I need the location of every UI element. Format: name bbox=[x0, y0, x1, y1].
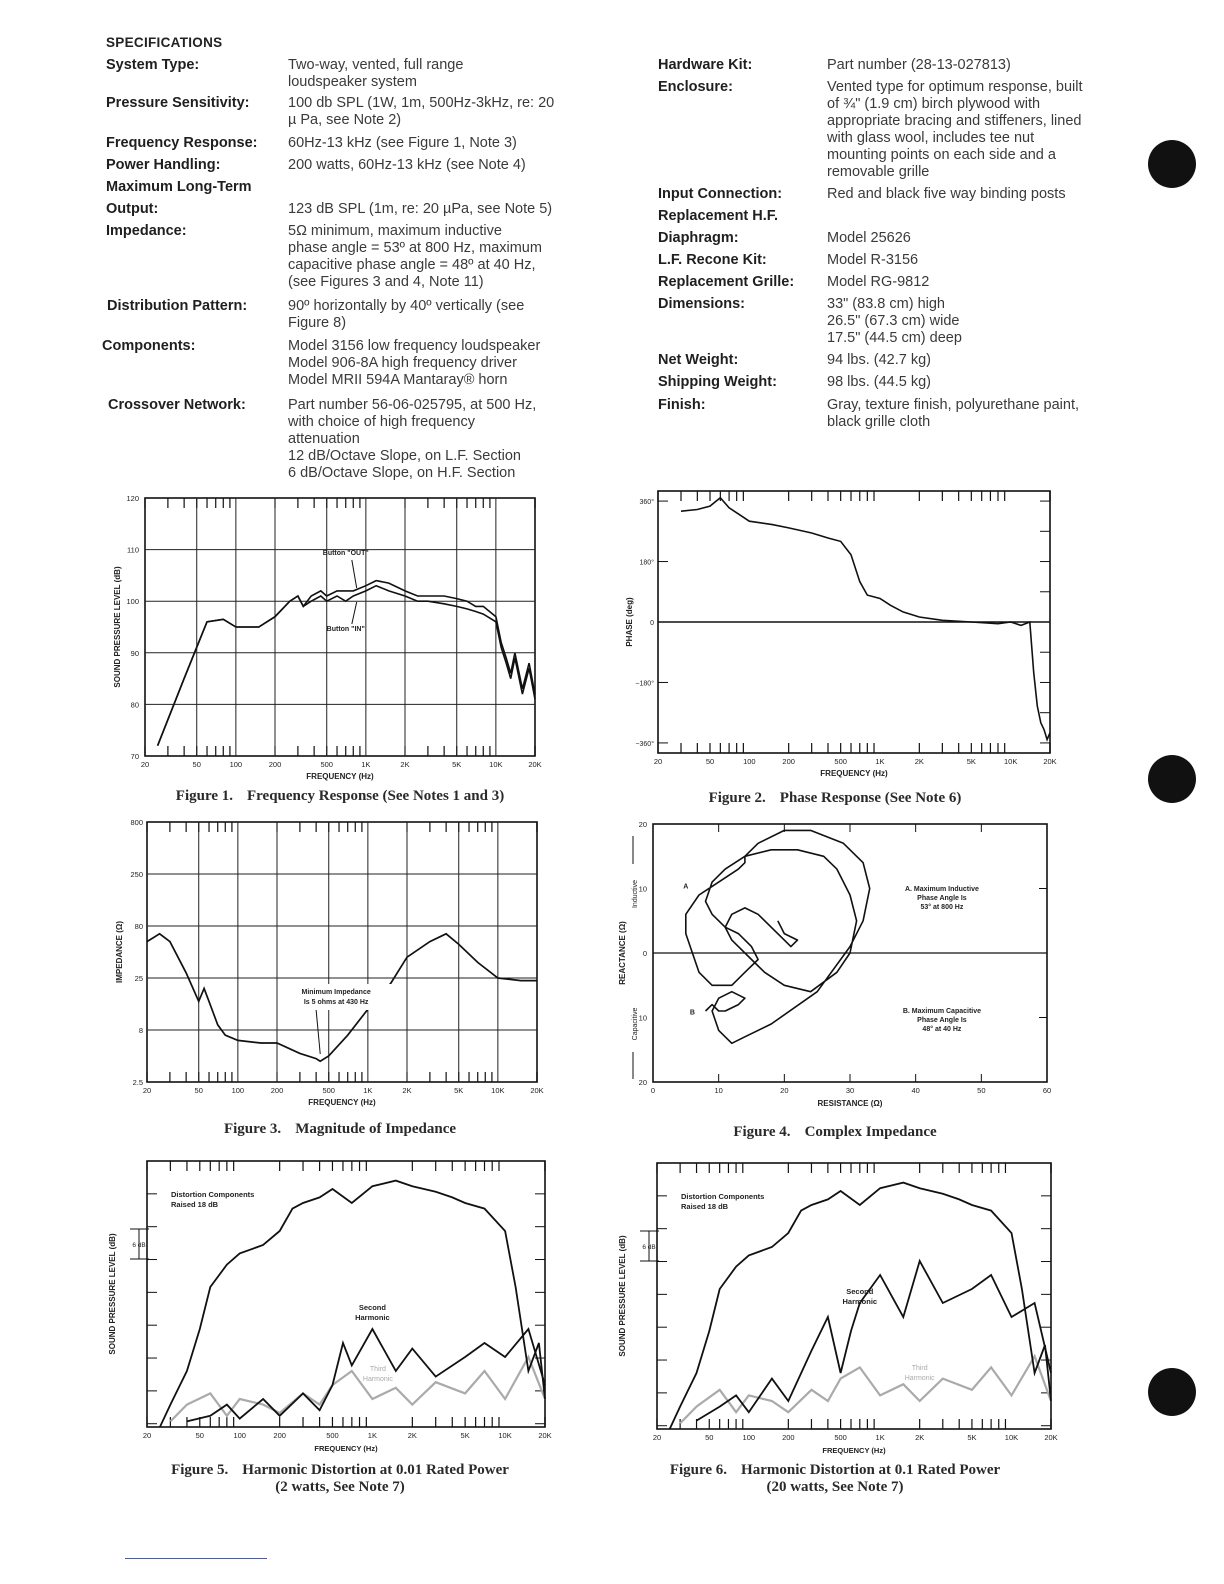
tick-label: 1K bbox=[363, 1086, 373, 1095]
spec-value bbox=[827, 374, 931, 391]
spec-value bbox=[288, 338, 540, 389]
tick-label: 100 bbox=[743, 757, 756, 766]
annotation-button-in: Button "IN" bbox=[326, 626, 365, 633]
tick-label: −360° bbox=[635, 740, 654, 748]
tick-label: 2.5 bbox=[132, 1078, 143, 1087]
fig2-chart bbox=[620, 488, 1060, 788]
annotation-arrow bbox=[352, 560, 357, 588]
spec-value bbox=[827, 57, 1011, 74]
spec-value-line: Model 25626 bbox=[827, 230, 911, 246]
annotation-b-line1: B. Maximum Capacitive bbox=[902, 1007, 982, 1015]
series-line-third-harmonic bbox=[170, 1357, 545, 1421]
annotation-button-out: Button "OUT" bbox=[322, 550, 369, 557]
spec-label: Replacement H.F. bbox=[658, 208, 779, 224]
annotation-b-line2: Phase Angle Is bbox=[917, 1017, 967, 1025]
footer-rule bbox=[125, 1558, 267, 1559]
tick-label: 500 bbox=[322, 1086, 335, 1095]
tick-label: 20K bbox=[528, 760, 542, 769]
figure-number: Figure 4. bbox=[733, 1124, 791, 1140]
tick-label: 100 bbox=[229, 760, 243, 769]
spec-value-line: Model RG-9812 bbox=[827, 274, 930, 290]
annotation-min-impedance-value: Is 5 ohms at 430 Hz bbox=[303, 999, 369, 1006]
tick-label: 20 bbox=[638, 1078, 647, 1087]
spec-value-line: 100 db SPL (1W, 1m, 500Hz-3kHz, re: 20 bbox=[288, 95, 555, 111]
tick-label: 5K bbox=[454, 1086, 464, 1095]
punch-hole bbox=[1148, 755, 1196, 803]
annotation-second-harmonic: Harmonic bbox=[355, 1313, 390, 1322]
series-line-third-harmonic bbox=[680, 1356, 1051, 1423]
tick-label: 10K bbox=[498, 1431, 512, 1440]
annotation-a-line1: A. Maximum Inductive bbox=[904, 886, 979, 894]
fig3-figure bbox=[112, 816, 552, 1108]
spec-value-line: Part number 56-06-025795, at 500 Hz, bbox=[288, 397, 537, 413]
fig1-figure bbox=[110, 488, 550, 788]
spec-label: Diaphragm: bbox=[658, 230, 739, 246]
tick-label: 180° bbox=[639, 559, 654, 567]
spec-value-line: Red and black five way binding posts bbox=[827, 186, 1066, 202]
spec-value bbox=[288, 397, 536, 482]
spec-value-line: Figure 8) bbox=[288, 315, 347, 331]
spec-value-line: mounting points on each side and a bbox=[827, 147, 1056, 163]
annotation-third: Third bbox=[369, 1366, 386, 1373]
tick-label: 20 bbox=[142, 1431, 152, 1440]
spec-value bbox=[288, 298, 524, 332]
spec-value bbox=[827, 352, 931, 369]
fig4-caption bbox=[620, 1124, 1050, 1141]
tick-label: 80 bbox=[130, 700, 139, 710]
figure-title: Complex Impedance bbox=[804, 1124, 937, 1140]
spec-value-line: Model 3156 low frequency loudspeaker bbox=[288, 338, 541, 354]
spec-value-line: 90º horizontally by 40º vertically (see bbox=[288, 298, 525, 314]
y-axis-label: SOUND PRESSURE LEVEL (dB) bbox=[108, 1233, 117, 1355]
series-line-fundamental bbox=[160, 1181, 545, 1427]
fig1-caption bbox=[110, 788, 570, 805]
fig5-figure bbox=[105, 1158, 555, 1454]
tick-label: 100 bbox=[126, 597, 139, 607]
spec-value-line: 12 dB/Octave Slope, on L.F. Section bbox=[288, 448, 521, 464]
tick-label: 500 bbox=[834, 757, 847, 766]
tick-label: 500 bbox=[326, 1431, 339, 1440]
tick-label: 20K bbox=[1044, 1433, 1058, 1442]
spec-value bbox=[288, 57, 463, 91]
spec-label: Components: bbox=[102, 338, 196, 354]
tick-label: 20 bbox=[142, 1086, 152, 1095]
spec-value bbox=[827, 186, 1066, 203]
series-line-out bbox=[158, 581, 535, 746]
tick-label: 1K bbox=[875, 1433, 885, 1442]
tick-label: 500 bbox=[834, 1433, 847, 1442]
spec-value bbox=[288, 157, 526, 174]
spec-value-line: 33" (83.8 cm) high bbox=[827, 296, 945, 312]
fig6-chart bbox=[615, 1160, 1065, 1456]
tick-label: 10K bbox=[1003, 757, 1018, 766]
spec-value-line: 98 lbs. (44.5 kg) bbox=[827, 374, 931, 390]
x-axis-label: RESISTANCE (Ω) bbox=[817, 1099, 883, 1108]
tick-label: 2K bbox=[915, 1433, 925, 1442]
figure-number: Figure 1. bbox=[175, 788, 233, 804]
fig4-chart bbox=[615, 818, 1055, 1114]
tick-label: 0 bbox=[642, 949, 647, 958]
y-axis-label: IMPEDANCE (Ω) bbox=[115, 921, 124, 983]
fig6-figure bbox=[615, 1160, 1065, 1456]
tick-label: 20K bbox=[530, 1086, 544, 1095]
figure-title: Harmonic Distortion at 0.01 Rated Power bbox=[242, 1462, 509, 1478]
figure-number: Figure 3. bbox=[223, 1121, 282, 1137]
x-axis-label: FREQUENCY (Hz) bbox=[314, 1444, 378, 1453]
tick-label: 20 bbox=[652, 1433, 662, 1442]
spec-value-line: 94 lbs. (42.7 kg) bbox=[827, 352, 931, 368]
spec-value-line: of ¾" (1.9 cm) birch plywood with bbox=[827, 96, 1041, 112]
x-axis-label: FREQUENCY (Hz) bbox=[306, 772, 374, 781]
annotation-bg bbox=[296, 984, 406, 1010]
tick-label: 200 bbox=[782, 757, 795, 766]
spec-value-line: µ Pa, see Note 2) bbox=[288, 112, 402, 128]
spec-label: Hardware Kit: bbox=[658, 57, 753, 73]
spec-value-line: loudspeaker system bbox=[288, 74, 417, 90]
spec-label: Crossover Network: bbox=[108, 397, 246, 413]
tick-label: 5K bbox=[966, 757, 976, 766]
tick-label: 110 bbox=[127, 545, 139, 555]
annotation-third: Third bbox=[911, 1365, 928, 1372]
spec-label: Impedance: bbox=[106, 223, 187, 239]
spec-value bbox=[827, 397, 1079, 431]
spec-label: Enclosure: bbox=[658, 79, 733, 95]
spec-value-line: 200 watts, 60Hz-13 kHz (see Note 4) bbox=[288, 157, 526, 173]
spec-value bbox=[827, 296, 962, 347]
spec-value-line: Model MRII 594A Mantaray® horn bbox=[288, 372, 508, 388]
tick-label: 250 bbox=[130, 870, 143, 879]
fig3-chart bbox=[112, 816, 552, 1108]
tick-label: 90 bbox=[130, 648, 139, 658]
x-axis-label: FREQUENCY (Hz) bbox=[820, 769, 888, 778]
fig2-figure bbox=[620, 488, 1060, 788]
tick-label: 10 bbox=[714, 1086, 723, 1095]
spec-value-line: 5Ω minimum, maximum inductive bbox=[288, 223, 502, 239]
spec-value-line: (see Figures 3 and 4, Note 11) bbox=[288, 274, 484, 290]
spec-label: Dimensions: bbox=[658, 296, 746, 312]
tick-label: 20K bbox=[1043, 757, 1057, 766]
tick-label: 360° bbox=[639, 499, 654, 507]
annotation-distortion: Distortion Components bbox=[681, 1192, 765, 1201]
annotation-point-b: B bbox=[689, 1009, 695, 1017]
spec-value-line: Part number (28-13-027813) bbox=[827, 57, 1011, 73]
tick-label: 5K bbox=[452, 760, 462, 769]
spec-label: Finish: bbox=[658, 397, 706, 413]
fig1-chart bbox=[110, 488, 550, 788]
spec-value bbox=[827, 274, 929, 291]
spec-value-line: attenuation bbox=[288, 431, 360, 447]
y-axis-label: SOUND PRESSURE LEVEL (dB) bbox=[618, 1235, 627, 1357]
spec-value-line: Vented type for optimum response, built bbox=[827, 79, 1083, 95]
spec-label: Shipping Weight: bbox=[658, 374, 777, 390]
tick-label: 50 bbox=[194, 1086, 203, 1095]
figure-title: Magnitude of Impedance bbox=[295, 1121, 457, 1137]
tick-label: 120 bbox=[126, 494, 139, 503]
annotation-a-line2: Phase Angle Is bbox=[917, 895, 967, 903]
tick-label: 2K bbox=[407, 1431, 417, 1440]
tick-label: 100 bbox=[742, 1433, 756, 1442]
annotation-arrow bbox=[316, 1010, 320, 1054]
tick-label: 40 bbox=[911, 1086, 920, 1095]
spec-label: System Type: bbox=[106, 57, 200, 73]
spec-value bbox=[827, 252, 918, 269]
spec-value-line: appropriate bracing and stiffeners, lined bbox=[827, 113, 1082, 129]
tick-label: 2K bbox=[914, 757, 924, 766]
spec-value-line: 26.5" (67.3 cm) wide bbox=[827, 313, 960, 329]
spec-value bbox=[288, 201, 552, 218]
spec-value-line: 17.5" (44.5 cm) deep bbox=[827, 330, 962, 346]
tick-label: 10 bbox=[638, 884, 647, 894]
tick-label: 8 bbox=[138, 1026, 143, 1035]
spec-value bbox=[288, 223, 542, 291]
annotation-second: Second bbox=[358, 1303, 386, 1312]
x-axis-label: FREQUENCY (Hz) bbox=[308, 1098, 376, 1107]
tick-label: 5K bbox=[967, 1433, 977, 1442]
figure-title: Frequency Response (See Notes 1 and 3) bbox=[247, 788, 505, 804]
annotation-second-harmonic: Harmonic bbox=[842, 1297, 878, 1306]
tick-label: 200 bbox=[268, 760, 282, 769]
spec-value-line: phase angle = 53º at 800 Hz, maximum bbox=[288, 240, 542, 256]
specifications-title: SPECIFICATIONS bbox=[106, 35, 223, 50]
spec-value-line: 6 dB/Octave Slope, on H.F. Section bbox=[288, 465, 516, 481]
annotation-third-harmonic: Harmonic bbox=[904, 1375, 935, 1382]
spec-value-line: 60Hz-13 kHz (see Figure 1, Note 3) bbox=[288, 135, 517, 151]
tick-label: 10K bbox=[1004, 1433, 1019, 1442]
spec-label: Distribution Pattern: bbox=[107, 298, 248, 314]
tick-label: 0 bbox=[650, 620, 654, 627]
tick-label: 100 bbox=[231, 1086, 245, 1095]
fig3-caption bbox=[110, 1121, 570, 1138]
spec-label: Pressure Sensitivity: bbox=[106, 95, 250, 111]
y-axis-capacitive-label: Capacitive bbox=[632, 1007, 639, 1041]
annotation-b-line3: 48° at 40 Hz bbox=[922, 1026, 962, 1034]
spec-value bbox=[827, 230, 911, 247]
spec-value-line: Model 906-8A high frequency driver bbox=[288, 355, 517, 371]
tick-label: 20 bbox=[638, 820, 647, 829]
annotation-6db: 6 dB bbox=[642, 1244, 656, 1251]
series-line-phase bbox=[681, 498, 1050, 740]
tick-label: 1K bbox=[367, 1431, 377, 1440]
annotation-raised: Raised 18 dB bbox=[681, 1202, 729, 1211]
tick-label: 200 bbox=[270, 1086, 284, 1095]
tick-label: 50 bbox=[195, 1431, 204, 1440]
tick-label: 10K bbox=[489, 760, 503, 769]
x-axis-label: FREQUENCY (Hz) bbox=[822, 1446, 886, 1455]
tick-label: 50 bbox=[977, 1086, 986, 1095]
series-line-in bbox=[158, 586, 535, 746]
tick-label: 25 bbox=[134, 974, 143, 983]
punch-hole bbox=[1148, 140, 1196, 188]
figure-title: Phase Response (See Note 6) bbox=[779, 790, 962, 806]
spec-label: Net Weight: bbox=[658, 352, 739, 368]
tick-label: 0 bbox=[650, 1086, 656, 1095]
spec-label: Frequency Response: bbox=[106, 135, 258, 151]
tick-label: 20 bbox=[140, 760, 150, 769]
spec-label: Output: bbox=[106, 201, 159, 217]
tick-label: 200 bbox=[273, 1431, 286, 1440]
y-axis-label: SOUND PRESSURE LEVEL (dB) bbox=[113, 566, 122, 688]
tick-label: 70 bbox=[130, 752, 139, 761]
figure-number: Figure 2. bbox=[708, 790, 766, 806]
punch-hole bbox=[1148, 1368, 1196, 1416]
annotation-min-impedance: Minimum Impedance bbox=[301, 989, 371, 996]
plot-frame bbox=[147, 822, 537, 1082]
tick-label: 5K bbox=[460, 1431, 470, 1440]
spec-value-line: Gray, texture finish, polyurethane paint, bbox=[827, 397, 1080, 413]
series-line-locus bbox=[686, 830, 870, 1043]
tick-label: 20K bbox=[538, 1431, 552, 1440]
tick-label: 1K bbox=[875, 757, 885, 766]
spec-label: Power Handling: bbox=[106, 157, 221, 173]
tick-label: 500 bbox=[320, 760, 333, 769]
spec-value-line: capacitive phase angle = 48º at 40 Hz, bbox=[288, 257, 536, 273]
fig5-caption bbox=[110, 1462, 570, 1496]
fig6-caption bbox=[620, 1462, 1050, 1496]
spec-value-line: Model R-3156 bbox=[827, 252, 919, 268]
tick-label: 1K bbox=[361, 760, 371, 769]
figure-title: Harmonic Distortion at 0.1 Rated Power bbox=[741, 1462, 1001, 1478]
tick-label: 20 bbox=[780, 1086, 789, 1095]
spec-value-line: black grille cloth bbox=[827, 414, 931, 430]
fig5-chart bbox=[105, 1158, 555, 1454]
tick-label: 100 bbox=[233, 1431, 246, 1440]
tick-label: 80 bbox=[134, 922, 143, 931]
tick-label: 2K bbox=[400, 760, 410, 769]
spec-value-line: with glass wool, includes tee nut bbox=[827, 130, 1035, 146]
spec-value-line: removable grille bbox=[827, 164, 930, 180]
spec-label: Maximum Long-Term bbox=[106, 179, 252, 195]
figure-subtitle: (20 watts, See Note 7) bbox=[766, 1479, 904, 1495]
tick-label: 20 bbox=[653, 757, 663, 766]
tick-label: 200 bbox=[782, 1433, 795, 1442]
spec-label: L.F. Recone Kit: bbox=[658, 252, 767, 268]
tick-label: 10 bbox=[638, 1013, 647, 1023]
spec-value bbox=[288, 95, 554, 129]
tick-label: 60 bbox=[1042, 1086, 1052, 1095]
spec-value-line: with choice of high frequency bbox=[288, 414, 475, 430]
spec-value-line: 123 dB SPL (1m, re: 20 µPa, see Note 5) bbox=[288, 201, 553, 217]
annotation-6db: 6 dB bbox=[132, 1242, 146, 1249]
annotation-third-harmonic: Harmonic bbox=[362, 1376, 393, 1383]
tick-label: 50 bbox=[705, 1433, 714, 1442]
spec-label: Replacement Grille: bbox=[658, 274, 795, 290]
spec-value bbox=[827, 79, 1083, 181]
tick-label: 10K bbox=[491, 1086, 505, 1095]
annotation-a-line3: 53° at 800 Hz bbox=[920, 904, 964, 912]
tick-label: 800 bbox=[130, 818, 143, 827]
y-axis-label: PHASE (deg) bbox=[625, 597, 634, 647]
tick-label: −180° bbox=[635, 680, 654, 688]
figure-number: Figure 6. bbox=[669, 1462, 728, 1478]
annotation-arrow bbox=[352, 602, 357, 624]
figure-number: Figure 5. bbox=[171, 1462, 229, 1478]
tick-label: 30 bbox=[845, 1086, 855, 1095]
y-axis-label: REACTANCE (Ω) bbox=[618, 921, 627, 985]
annotation-distortion: Distortion Components bbox=[171, 1190, 255, 1199]
y-axis-inductive-label: Inductive bbox=[632, 879, 639, 909]
annotation-second: Second bbox=[846, 1287, 874, 1296]
tick-label: 50 bbox=[192, 760, 201, 769]
fig4-figure bbox=[615, 818, 1055, 1119]
fig2-caption bbox=[620, 790, 1050, 807]
tick-label: 2K bbox=[402, 1086, 412, 1095]
spec-label: Input Connection: bbox=[658, 186, 783, 202]
spec-value-line: Two-way, vented, full range bbox=[288, 57, 464, 73]
figure-subtitle: (2 watts, See Note 7) bbox=[275, 1479, 405, 1495]
spec-value bbox=[288, 135, 517, 152]
annotation-point-a: A bbox=[683, 883, 689, 891]
tick-label: 50 bbox=[705, 757, 715, 766]
annotation-raised: Raised 18 dB bbox=[171, 1200, 219, 1209]
